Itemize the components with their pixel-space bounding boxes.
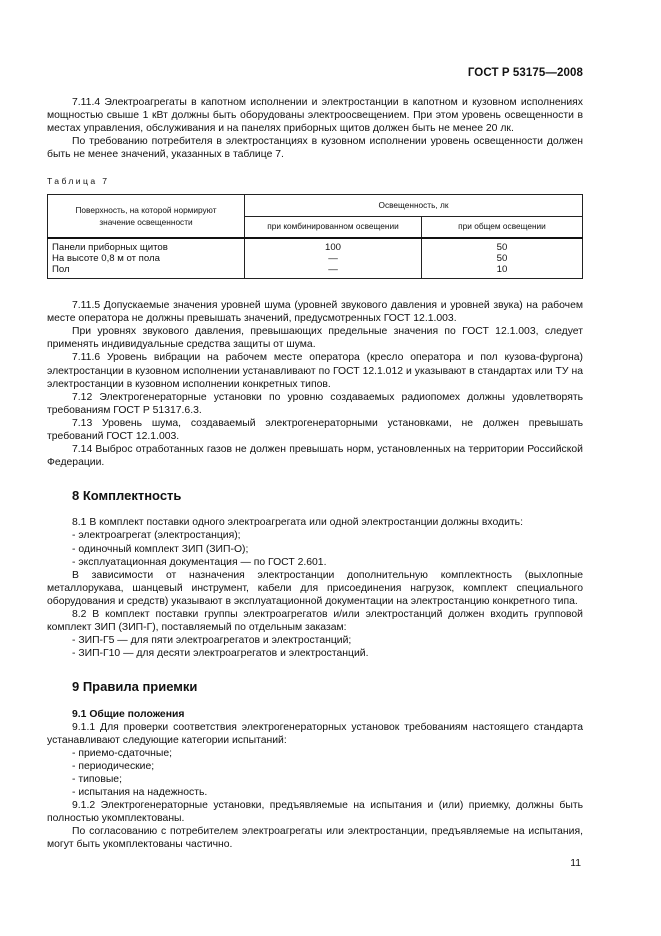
paragraph-7-12: 7.12 Электрогенераторные установки по уровню создаваемых радиопомех должны удовлетворять требованиям ГОСТ Р 51317.6.3. (47, 391, 583, 416)
paragraph-7-13: 7.13 Уровень шума, создаваемый электрогенераторными установками, не должен превышать требований ГОСТ 12.1.003. (47, 417, 583, 442)
paragraph-9-1-2-b: По согласованию с потребителем электроагрегаты или электростанции, предъявляемые на испытания, могут быть укомплектованы частично. (47, 826, 583, 851)
paragraph-7-11-6: 7.11.6 Уровень вибрации на рабочем месте оператора (кресло оператора и пол кузова-фургона) электростанции в кузовном исполнении устанавливают по ГОСТ 12.1.012 и указывают в стандартах или ТУ на электростанции в кузовном исполнении конкретных типов. (47, 352, 583, 390)
page-content (47, 96, 583, 852)
table-header-illuminance: Освещенность, лк (245, 194, 583, 216)
table-header-surface: Поверхность, на которой нормируют значение освещенности (48, 194, 245, 238)
document-header: ГОСТ Р 53175—2008 (467, 67, 583, 79)
list-item: - одиночный комплект ЗИП (ЗИП-О); (72, 543, 249, 555)
page-number: 11 (570, 858, 581, 869)
list-item: - ЗИП-Г5 — для пяти электроагрегатов и электростанций; (72, 635, 352, 647)
section-heading-9: 9 Правила приемки (72, 679, 198, 695)
paragraph-7-14: 7.14 Выброс отработанных газов не должен превышать норм, установленных на территории Российской Федерации. (47, 444, 583, 469)
paragraph-9-1-1: 9.1.1 Для проверки соответствия электрогенераторных установок требованиям настоящего стандарта устанавливают следующие категории испытаний: (47, 721, 583, 746)
paragraph-8-1-b: В зависимости от назначения электростанции дополнительную комплектность (выхлопные металлорукава, шанцевый инструмент, кабели для присоединения нагрузок, комплект специального оборудования и средств) указывают в эксплуатационной документации на электростанцию конкретного типа. (47, 569, 583, 607)
subsection-heading-9-1: 9.1 Общие положения (72, 708, 185, 720)
table-row (48, 238, 583, 279)
paragraph-8-2: 8.2 В комплект поставки группы электроагрегатов и/или электростанций должен входить групповой комплект ЗИП (ЗИП-Г), поставляемый по отдельным заказам: (47, 609, 583, 634)
list-item: - испытания на надежность. (72, 787, 208, 799)
table-header-general: при общем освещении (422, 216, 583, 238)
paragraph-8-1: 8.1 В комплект поставки одного электроагрегата или одной электростанции должны входить: (72, 517, 523, 529)
list-item: - электроагрегат (электростанция); (72, 530, 241, 542)
list-item: - эксплуатационная документация — по ГОСТ 2.601. (72, 556, 327, 568)
table-7 (47, 194, 583, 280)
table-cell-surface: Панели приборных щитов На высоте 0,8 м от пола Пол (48, 238, 245, 279)
paragraph-7-11-4: 7.11.4 Электроагрегаты в капотном исполнении и электростанции в капотном и кузовном исполнениях мощностью свыше 1 кВт должны быть оборудованы электроосвещением. При этом уровень освещенности в местах управления, обслуживания и на панелях приборных щитов должен быть не менее 20 лк. (47, 97, 583, 135)
section-heading-8: 8 Комплектность (72, 488, 182, 504)
table-caption: Таблица 7 (47, 176, 110, 187)
list-item: - типовые; (72, 773, 122, 785)
paragraph-7-11-4-b: По требованию потребителя в электростанциях в кузовном исполнении уровень освещенности должен быть не менее значений, указанных в таблице 7. (47, 136, 583, 161)
paragraph-7-11-5-b: При уровнях звукового давления, превышающих предельные значения по ГОСТ 12.1.003, следует применять индивидуальные средства защиты от шума. (47, 326, 583, 351)
table-cell-general: 50 50 10 (422, 238, 583, 279)
list-item: - ЗИП-Г10 — для десяти электроагрегатов и электростанций. (72, 648, 369, 660)
table-cell-combined: 100 — — (245, 238, 422, 279)
table-header-combined: при комбинированном освещении (245, 216, 422, 238)
list-item: - периодические; (72, 760, 155, 772)
list-item: - приемо-сдаточные; (72, 747, 173, 759)
paragraph-7-11-5: 7.11.5 Допускаемые значения уровней шума (уровней звукового давления и уровней звука) на рабочем месте оператора не должны превышать значений, предусмотренных ГОСТ 12.1.003. (47, 300, 583, 325)
paragraph-9-1-2: 9.1.2 Электрогенераторные установки, предъявляемые на испытания и (или) приемку, должны быть полностью укомплектованы. (47, 800, 583, 825)
